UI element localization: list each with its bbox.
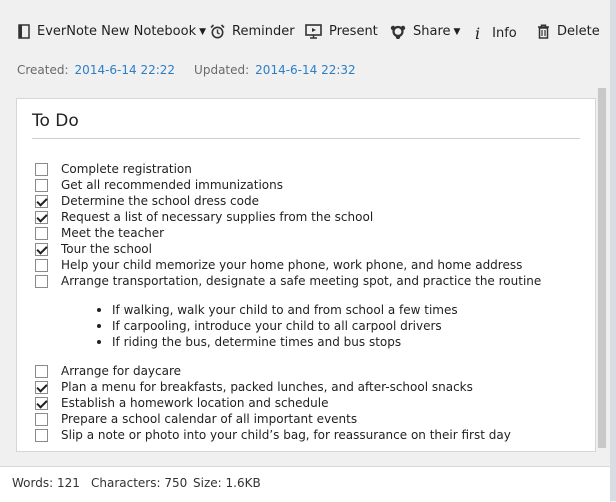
checklist-item-text: Determine the school dress code: [61, 194, 259, 208]
bullet-item: [97, 302, 458, 318]
updated-label: Updated:: [194, 63, 250, 77]
checklist-item-text: Arrange transportation, designate a safe meeting spot, and practice the routine: [61, 274, 542, 288]
checklist-item: [35, 177, 283, 193]
info-button[interactable]: [475, 24, 517, 43]
bullet-item: [97, 318, 442, 334]
created-label: Created:: [17, 63, 69, 77]
note-metadata: [17, 63, 356, 77]
checklist-item-text: Tour the school: [61, 242, 152, 256]
checklist-item-text: Prepare a school calendar of all important events: [61, 412, 358, 426]
trash-icon: [537, 24, 550, 39]
present-label: Present: [329, 24, 378, 39]
window-edge: [610, 0, 616, 501]
info-label: Info: [492, 26, 517, 41]
notebook-icon: [18, 24, 30, 39]
checklist-item: [35, 209, 373, 225]
bullet-item: [97, 334, 401, 350]
checklist-item: [35, 193, 259, 209]
delete-label: Delete: [557, 24, 600, 39]
checklist-item: [35, 257, 522, 273]
title-divider: [32, 138, 580, 139]
checklist-item: [35, 363, 181, 379]
checklist-item: [35, 241, 152, 257]
alarm-clock-icon: [210, 24, 225, 39]
checkbox-checked[interactable]: [35, 397, 48, 410]
checklist-item: [35, 395, 329, 411]
updated-date: 2014-6-14 22:32: [255, 63, 356, 77]
bullet-item-text: If walking, walk your child to and from school a few times: [112, 303, 458, 317]
bullet-dot: [97, 340, 101, 344]
note-editor[interactable]: [16, 98, 596, 452]
checkbox-checked[interactable]: [35, 195, 48, 208]
bullet-item-text: If riding the bus, determine times and bus stops: [112, 335, 402, 349]
vertical-scrollbar[interactable]: [597, 88, 607, 448]
checklist-item: [35, 427, 511, 443]
notebook-label: EverNote New Notebook: [37, 24, 197, 39]
created-date: 2014-6-14 22:22: [74, 63, 176, 77]
toolbar: [0, 18, 600, 52]
checkbox-unchecked[interactable]: [35, 259, 48, 272]
scrollbar-thumb[interactable]: [598, 88, 606, 448]
character-count: Characters: 750: [91, 476, 188, 490]
checkbox-unchecked[interactable]: [35, 365, 48, 378]
checklist-item-text: Arrange for daycare: [61, 364, 182, 378]
checklist-item: [35, 411, 357, 427]
checklist-item-text: Complete registration: [61, 162, 192, 176]
note-title[interactable]: To Do: [32, 111, 79, 131]
checklist-item-text: Get all recommended immunizations: [61, 178, 283, 192]
checklist-item-text: Slip a note or photo into your child’s bag, for reassurance on their first day: [61, 428, 511, 442]
checkbox-unchecked[interactable]: [35, 429, 48, 442]
presentation-icon: [305, 24, 322, 39]
checklist-item: [35, 225, 164, 241]
checklist-item: [35, 273, 541, 289]
reminder-button[interactable]: [210, 24, 295, 39]
share-icon: [390, 24, 406, 39]
bullet-item-text: If carpooling, introduce your child to all carpool drivers: [112, 319, 442, 333]
notebook-selector[interactable]: [18, 24, 206, 39]
note-size: Size: 1.6KB: [193, 476, 261, 490]
checklist-item: [35, 379, 473, 395]
checkbox-unchecked[interactable]: [35, 179, 48, 192]
chevron-down-icon: ▼: [199, 26, 207, 37]
checklist-item-text: Meet the teacher: [61, 226, 165, 240]
chevron-down-icon: ▼: [453, 26, 461, 37]
present-button[interactable]: [305, 24, 378, 39]
checkbox-unchecked[interactable]: [35, 413, 48, 426]
word-count: Words: 121: [12, 476, 80, 490]
checkbox-unchecked[interactable]: [35, 163, 48, 176]
bullet-dot: [97, 324, 101, 328]
checkbox-unchecked[interactable]: [35, 275, 48, 288]
checkbox-checked[interactable]: [35, 243, 48, 256]
share-button[interactable]: [390, 24, 460, 39]
checklist-item-text: Establish a homework location and schedule: [61, 396, 329, 410]
info-icon: i: [475, 24, 481, 43]
bullet-dot: [97, 308, 101, 312]
checklist-item: [35, 161, 192, 177]
checkbox-unchecked[interactable]: [35, 227, 48, 240]
reminder-label: Reminder: [232, 24, 295, 39]
checklist-item-text: Help your child memorize your home phone, work phone, and home address: [61, 258, 523, 272]
share-label: Share: [413, 24, 451, 39]
delete-button[interactable]: [537, 24, 600, 39]
checkbox-checked[interactable]: [35, 381, 48, 394]
checklist-item-text: Plan a menu for breakfasts, packed lunches, and after-school snacks: [61, 380, 473, 394]
checklist-item-text: Request a list of necessary supplies from the school: [61, 210, 374, 224]
checkbox-checked[interactable]: [35, 211, 48, 224]
status-bar: [0, 466, 610, 502]
